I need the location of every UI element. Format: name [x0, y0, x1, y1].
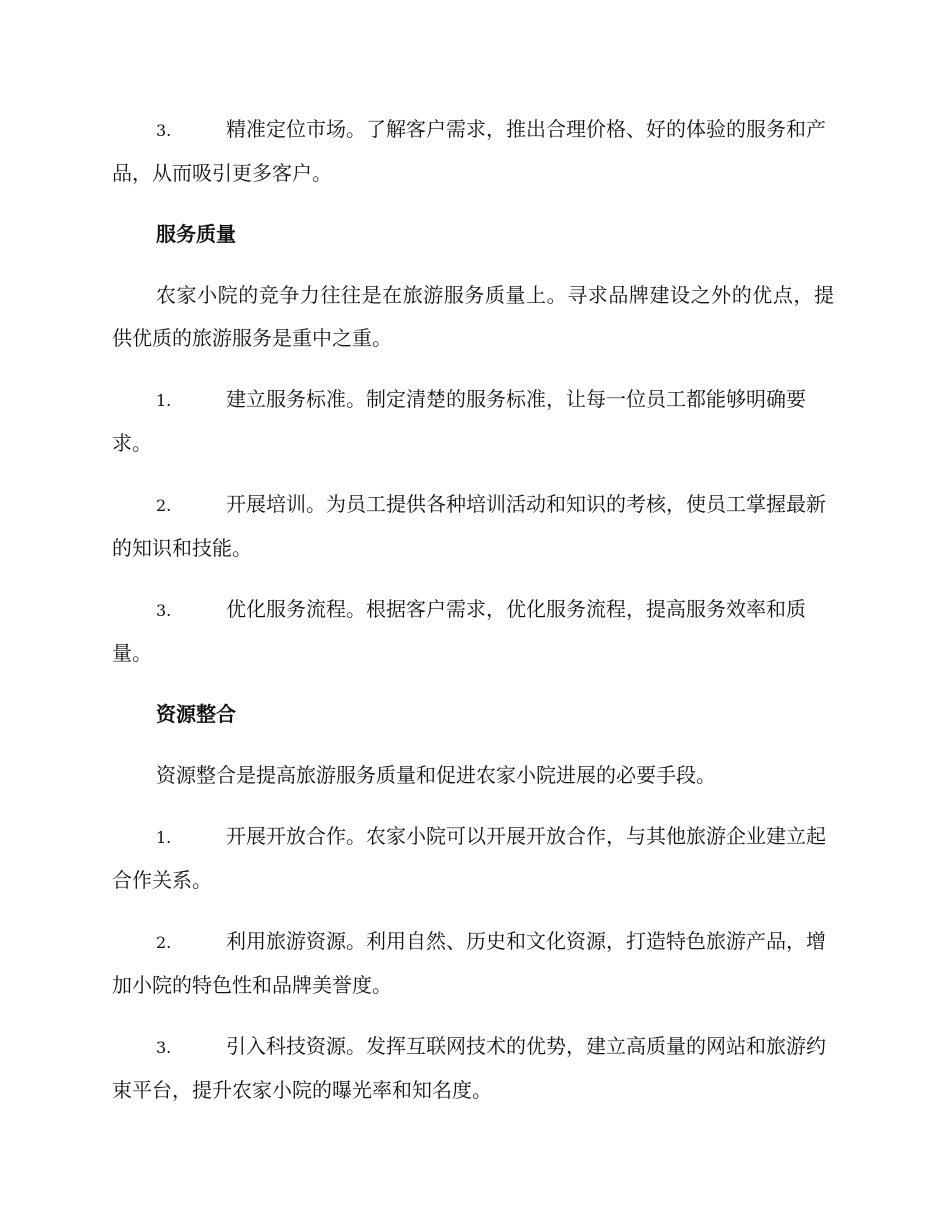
list-item-text: 优化服务流程。根据客户需求，优化服务流程，提高服务效率和质量。 — [112, 597, 806, 665]
list-item-text: 建立服务标准。制定清楚的服务标准，让每一位员工都能够明确要求。 — [112, 387, 806, 455]
paragraph-resource-integration-intro: 资源整合是提高旅游服务质量和促进农家小院进展的必要手段。 — [156, 763, 716, 787]
document-page — [112, 108, 834, 1130]
paragraph-service-quality-intro: 农家小院的竞争力往往是在旅游服务质量上。寻求品牌建设之外的优点，提供优质的旅游服务是重中之重。 — [112, 283, 834, 350]
section-heading-service-quality: 服务质量 — [156, 222, 236, 246]
list-item-optimize-process — [112, 588, 834, 675]
list-number: 1. — [156, 828, 172, 847]
list-number: 2. — [156, 933, 172, 952]
list-item-text: 精准定位市场。了解客户需求，推出合理价格、好的体验的服务和产品，从而吸引更多客户。 — [112, 117, 826, 185]
list-item-text: 开展培训。为员工提供各种培训活动和知识的考核，使员工掌握最新的知识和技能。 — [112, 492, 826, 560]
list-item-tech-resources — [112, 1025, 834, 1112]
list-item-text: 引入科技资源。发挥互联网技术的优势，建立高质量的网站和旅游约束平台，提升农家小院的曝光率和知名度。 — [112, 1034, 826, 1102]
list-item-open-cooperation — [112, 815, 834, 902]
list-item-market-positioning — [112, 108, 834, 195]
list-number: 3. — [156, 1038, 172, 1057]
list-item-text: 开展开放合作。农家小院可以开展开放合作，与其他旅游企业建立起合作关系。 — [112, 824, 826, 892]
list-item-training — [112, 483, 834, 570]
list-number: 2. — [156, 496, 172, 515]
list-number: 1. — [156, 391, 172, 410]
list-item-text: 利用旅游资源。利用自然、历史和文化资源，打造特色旅游产品，增加小院的特色性和品牌美誉度。 — [112, 929, 826, 997]
list-number: 3. — [156, 121, 172, 140]
list-item-tourism-resources — [112, 920, 834, 1007]
list-number: 3. — [156, 601, 172, 620]
section-heading-resource-integration: 资源整合 — [156, 702, 236, 726]
list-item-service-standards — [112, 378, 834, 465]
